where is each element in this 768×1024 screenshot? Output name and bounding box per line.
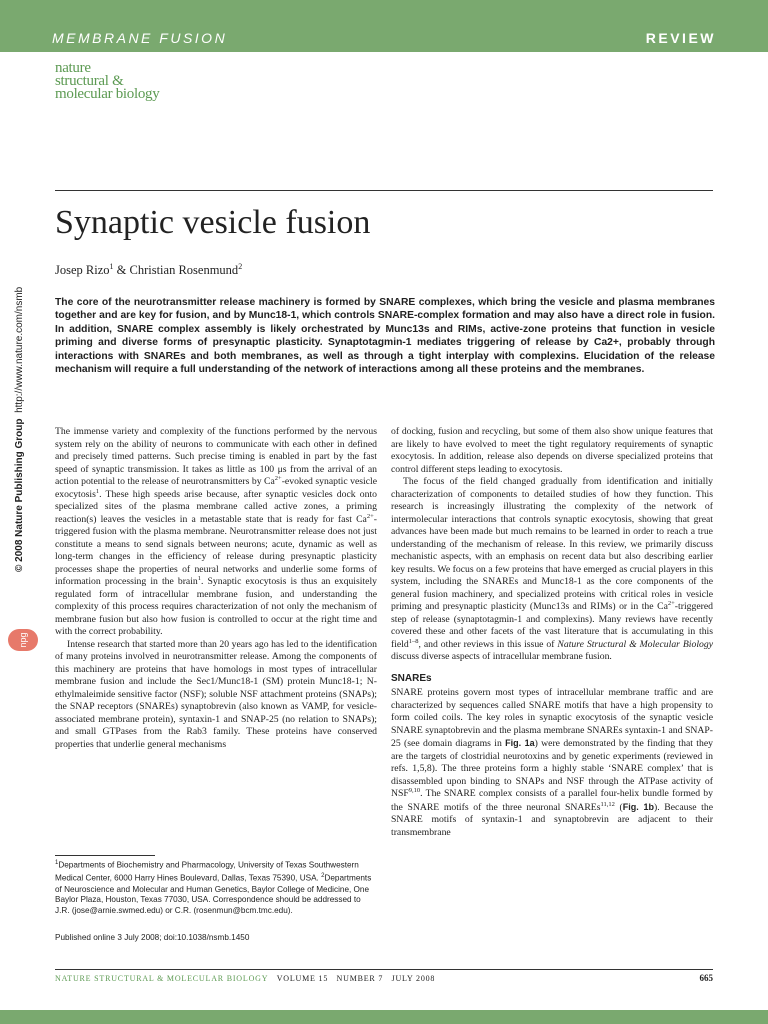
journal-logo — [55, 62, 159, 101]
figure-link[interactable]: Fig. 1b — [622, 801, 654, 812]
abstract: The core of the neurotransmitter release machinery is formed by SNARE complexes, which bring the vesicle and plasma membranes together and are key for fusion, and by Munc18-1, which controls SNARE-complex formation and may also have a direct role in fusion. In addition, SNARE complex assembly is likely orchestrated by Munc13s and RIMs, active-zone proteins that function in vesicle priming and diverse forms of presynaptic plasticity. Synaptotagmin-1 mediates triggering of release by Ca2+, probably through interactions with SNAREs and both membranes, as well as through a tight interplay with complexins. Elucidation of the release mechanism will require a full understanding of the network of interactions among all these proteins and the membranes. — [55, 297, 715, 376]
bottom-banner — [0, 1010, 768, 1024]
footnote-rule — [55, 855, 155, 856]
citation[interactable]: 9,10 — [408, 786, 421, 794]
left-column — [55, 426, 377, 751]
journal-logo-line: molecular biology — [55, 86, 160, 102]
side-copyright — [14, 287, 25, 572]
paragraph: of docking, fusion and recycling, but some of them also show unique features that are likely to have evolved to meet the tight regulatory requirements of synaptic exocytosis. In addition, release also depends on diverse specialized proteins that control different steps leading to exocytosis. — [391, 426, 713, 475]
journal-logo-line: structural & — [55, 73, 124, 89]
author-separator: & — [113, 263, 130, 278]
journal-url-link[interactable]: http://www.nature.com/nsmb — [14, 286, 25, 413]
right-column — [391, 426, 713, 839]
affiliation-marker: 1 — [109, 262, 114, 271]
article-title: Synaptic vesicle fusion — [55, 204, 371, 241]
copyright-text: © 2008 Nature Publishing Group — [14, 418, 25, 572]
author-name: Christian Rosenmund — [129, 263, 239, 278]
footer-journal — [55, 974, 435, 983]
paragraph: SNARE proteins govern most types of intracellular membrane traffic and are characterized by sequences called SNARE motifs that have a high propensity to form coiled coils. The key roles in synaptic exocytosis of the synaptic vesicle SNARE synaptobrevin and the plasma membrane SNAREs syntaxin-1 and SNAP-25 (see domain diagrams in Fig. 1a) were demonstrated by the finding that they are the targets of clostridial neurotoxins and by genetic experiments (reviewed in refs. 1,5,8). The three proteins form a highly stable ‘SNARE complex’ that is disassembled upon binding to SNAPs and NSF through the ATPase activity of NSF$^{9,10}$. The SNARE complex consists of a parallel four-helix bundle formed by the SNARE motifs of the three neuronal SNAREs$^{11,12}$ (Fig. 1b). Because the SNARE motifs of syntaxin-1 and synaptobrevin are adjacent to their transmembrane — [391, 687, 713, 838]
page-number: 665 — [699, 973, 713, 983]
author-name: Josep Rizo — [55, 263, 110, 278]
citation[interactable]: 1–8 — [408, 637, 419, 645]
paragraph: The focus of the field changed gradually from identification and initially characterization of components to detailed studies of how they function. This research is increasingly illustrating the complexity of the network of intermolecular interactions that controls synaptic exocytosis, showing that great advances have been made but much remains to be learned in order to reach a true understanding of the mechanism of release. In this review, we primarily discuss mechanistic aspects, with an emphasis on recent data but also describing earlier key results. We focus on a few proteins that have emerged as crucial players in this system, including the SNAREs and Munc18-1 as the core components of the general fusion machinery, and specialized proteins with critical roles in vesicle priming and presynaptic plasticity (Munc13s and RIMs) or in the $Ca^{2+}$-triggered step of release (synaptotagmin-1 and complexins). Many reviews have recently covered these and other facets of the vast literature that is accumulating in this field$^{1-8}$, and other reviews in this issue of Nature Structural & Molecular Biology discuss diverse aspects of intracellular membrane fusion. — [391, 476, 713, 662]
paragraph: Intense research that started more than 20 years ago has led to the identification of many proteins involved in neurotransmitter release. Among the components of this machinery are proteins that have homologs in most types of intracellular membrane fusion and include the Sec1/Munc18-1 (SM) protein Munc18-1; N-ethylmaleimide sensitive factor (NSF); soluble NSF attachment proteins (SNAPs); the SNAP receptors (SNAREs) synaptobrevin (also known as VAMP, for vesicle-associated membrane protein), syntaxin-1 and SNAP-25 (no relation to SNAPs); and small GTPases from the Rab3 family. These proteins have conserved properties that underlie general mechanisms — [55, 638, 377, 750]
figure-link[interactable]: Fig. 1a — [505, 738, 535, 748]
footer-journal-name: NATURE STRUCTURAL & MOLECULAR BIOLOGY — [55, 974, 269, 983]
footer-issue: VOLUME 15 NUMBER 7 JULY 2008 — [276, 974, 436, 983]
footer-rule — [55, 969, 713, 970]
journal-logo-line: nature — [55, 60, 91, 76]
citation[interactable]: 1 — [95, 487, 100, 495]
author-list — [55, 262, 242, 278]
npg-logo: npg — [8, 629, 38, 651]
paragraph: The immense variety and complexity of the functions performed by the nervous system rely on the ability of neurons to communicate with each other in defined and precisely timed patterns. Such precise timing is enabled in part by the fast speed of synaptic transmission. It takes as little as 100 μs from the arrival of an action potential to the release of neurotransmitters by $Ca^{2+}$-evoked synaptic vesicle exocytosis$^1$. These high speeds arise because, after synaptic vesicles dock onto specialized sites of the plasma membrane called active zones, a priming reaction(s) leaves the vesicles in a metastable state that is ready for fast $Ca^{2+}$-triggered fusion with the plasma membrane. Neurotransmitter release does not just constitute a means to send signals between neurons; acute, dynamic as well as long-term changes in the efficiency of release during presynaptic plasticity processes shape the properties of neural networks and underlie some forms of information processing in the brain$^1$. Synaptic exocytosis is thus an exquisitely regulated form of intracellular membrane fusion, and understanding the complexity of this process requires characterization of not only the mechanism of membrane fusion but also how fusion is controlled to occur at the right time and with the correct probability. — [55, 426, 377, 637]
affiliation-marker: 2 — [238, 262, 243, 271]
citation[interactable]: 1 — [197, 574, 202, 582]
affiliations: $^1$Departments of Biochemistry and Pharmacology, University of Texas Southwestern Medical Center, 6000 Harry Hines Boulevard, Dallas, Texas 75390, USA. $^2$Departments of Neuroscience and Molecular and Human Genetics, Baylor College of Medicine, One Baylor Plaza, Houston, Texas 77030, USA. Correspondence should be addressed to J.R. (jose@arnie.swmed.edu) or C.R. (rosenmun@bcm.tmc.edu). — [55, 860, 372, 915]
publication-info: Published online 3 July 2008; doi:10.1038/nsmb.1450 — [55, 933, 250, 942]
section-heading: SNAREs — [391, 672, 432, 684]
article-type-label: REVIEW — [645, 30, 716, 46]
citation[interactable]: 11,12 — [600, 800, 615, 808]
section-label: MEMBRANE FUSION — [52, 30, 228, 46]
title-rule — [55, 190, 713, 191]
